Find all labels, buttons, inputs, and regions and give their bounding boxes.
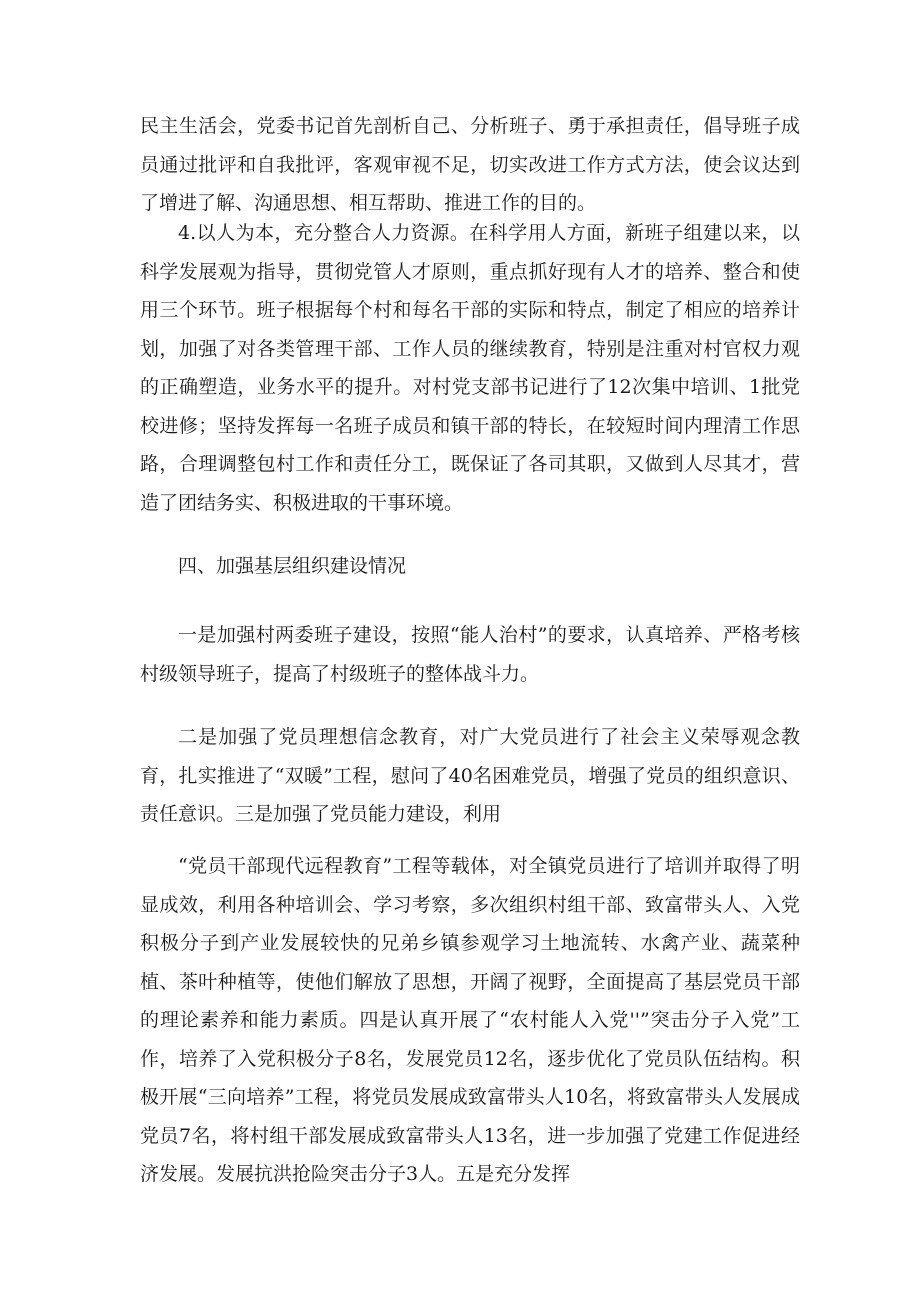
paragraph-party-member-education: 二是加强了党员理想信念教育，对广大党员进行了社会主义荣辱观念教育，扎实推进了“双暖”工程，慰问了40名困难党员，增强了党员的组织意识、责任意识。三是加强了党员能力建设，利用	[140, 726, 800, 825]
paragraph-village-committee: 一是加强村两委班子建设，按照“能人治村”的要求，认真培养、严格考核村级领导班子，提高了村级班子的整体战斗力。	[140, 624, 800, 685]
paragraph-human-resources: 4.以人为本，充分整合人力资源。在科学用人方面，新班子组建以来，以科学发展观为指导，贯彻党管人才原则，重点抓好现有人才的培养、整合和使用三个环节。班子根据每个村和每名干部的实际和特点，制定了相应的培养计划，加强了对各类管理干部、工作人员的继续教育，特别是注重对村官权力观的正确塑造，业务水平的提升。对村党支部书记进行了12次集中培训、1批党校进修；坚持发挥每一名班子成员和镇干部的特长，在较短时间内理清工作思路，合理调整包村工作和责任分工，既保证了各司其职，又做到人尽其才，营造了团结务实、积极进取的干事环境。	[140, 222, 800, 514]
section-heading-grassroots-organization: 四、加强基层组织建设情况	[178, 555, 407, 577]
paragraph-remote-education-training: “党员干部现代远程教育”工程等载体，对全镇党员进行了培训并取得了明显成效，利用各种培训会、学习考察，多次组织村组干部、致富带头人、入党积极分子到产业发展较快的兄弟乡镇参观学习土地流转、水禽产业、蔬菜种植、茶叶种植等，使他们解放了思想，开阔了视野，全面提高了基层党员干部的理论素养和能力素质。四是认真开展了“农村能人入党''”突击分子入党”工作，培养了入党积极分子8名，发展党员12名，逐步优化了党员队伍结构。积极开展“三向培养”工程，将党员发展成致富带头人10名，将致富带头人发展成党员7名，将村组干部发展成致富带头人13名，进一步加强了党建工作促进经济发展。发展抗洪抢险突击分子3人。五是充分发挥	[140, 855, 800, 1185]
paragraph-democratic-life-meeting: 民主生活会，党委书记首先剖析自己、分析班子、勇于承担责任，倡导班子成员通过批评和自我批评，客观审视不足，切实改进工作方式方法，使会议达到了增进了解、沟通思想、相互帮助、推进工作的目的。	[140, 115, 800, 214]
